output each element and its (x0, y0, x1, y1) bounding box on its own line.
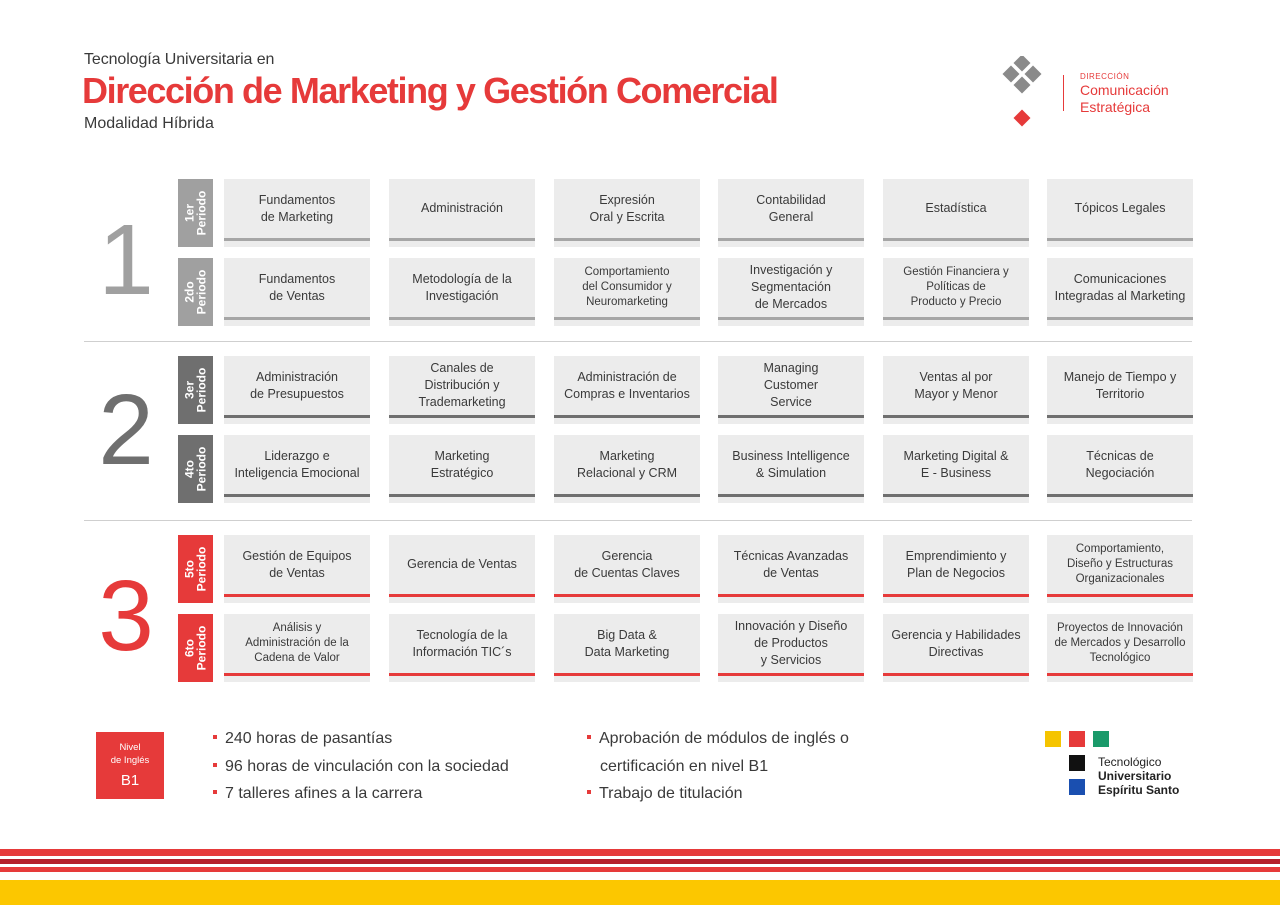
course-name: Liderazgo e Inteligencia Emocional (234, 448, 360, 480)
period-tab-4: 4to Periodo (178, 435, 213, 503)
course-underline (224, 415, 370, 418)
footer-stripe (0, 867, 1280, 872)
logo-department-name (1080, 82, 1169, 116)
requirement-item: Trabajo de titulación (587, 784, 743, 804)
course-underline (554, 494, 700, 497)
course-cell (718, 614, 864, 682)
program-modality: Modalidad Híbrida (84, 115, 214, 132)
requirement-item: 240 horas de pasantías (213, 729, 392, 749)
course-cell (1047, 258, 1193, 326)
course-underline (389, 594, 535, 597)
course-cell (554, 435, 700, 503)
course-cell (883, 614, 1029, 682)
course-underline (1047, 594, 1193, 597)
course-name: Gerencia y Habilidades Directivas (891, 627, 1021, 659)
requirement-item: 7 talleres afines a la carrera (213, 784, 422, 804)
course-cell (718, 258, 864, 326)
course-underline (718, 673, 864, 676)
program-pretitle: Tecnología Universitaria en (84, 51, 275, 68)
course-cell (718, 435, 864, 503)
requirement-item-continuation: certificación en nivel B1 (600, 758, 769, 775)
course-underline (389, 673, 535, 676)
logo-square-yellow-icon (1045, 731, 1061, 747)
institution-line-2: Universitario (1098, 769, 1172, 783)
course-name: Administración (421, 201, 503, 215)
institution-line-3: Espíritu Santo (1098, 783, 1180, 797)
course-name: Técnicas Avanzadas de Ventas (733, 548, 849, 580)
institution-line-1: Tecnológico (1098, 755, 1162, 769)
course-underline (554, 673, 700, 676)
course-name: Estadística (925, 201, 987, 215)
course-cell (389, 535, 535, 603)
course-underline (389, 494, 535, 497)
course-cell (224, 179, 370, 247)
course-cell (554, 614, 700, 682)
course-underline (718, 317, 864, 320)
course-cell (389, 258, 535, 326)
course-cell (1047, 614, 1193, 682)
year-2-number: 2 (98, 374, 154, 486)
period-tab-2: 2do Periodo (178, 258, 213, 326)
footer-stripe (0, 849, 1280, 856)
course-underline (224, 673, 370, 676)
course-name: Técnicas de Negociación (1085, 448, 1155, 480)
course-name: Comportamiento del Consumidor y Neuromarketing (582, 266, 672, 308)
course-underline (389, 415, 535, 418)
direccion-diamonds-logo-icon (998, 56, 1048, 132)
course-name: Gerencia de Ventas (407, 557, 517, 571)
course-name: Marketing Estratégico (430, 448, 494, 480)
course-cell (1047, 435, 1193, 503)
course-name: Marketing Digital & E - Business (903, 448, 1009, 480)
course-name: Gestión de Equipos de Ventas (242, 548, 352, 580)
course-cell (224, 356, 370, 424)
course-cell (224, 435, 370, 503)
course-underline (718, 415, 864, 418)
logo-square-red-icon (1069, 731, 1085, 747)
course-underline (554, 415, 700, 418)
course-name: Expresión Oral y Escrita (589, 192, 665, 224)
period-tab-6: 6to Periodo (178, 614, 213, 682)
course-underline (883, 317, 1029, 320)
program-title: Dirección de Marketing y Gestión Comercial (82, 70, 778, 111)
course-cell (389, 614, 535, 682)
course-cell (224, 258, 370, 326)
year-separator (84, 520, 1192, 521)
course-cell (1047, 535, 1193, 603)
year-separator (84, 341, 1192, 342)
course-cell (554, 258, 700, 326)
course-underline (883, 494, 1029, 497)
course-name: Gerencia de Cuentas Claves (574, 548, 680, 580)
course-cell (554, 356, 700, 424)
logo-line-2: Estratégica (1080, 99, 1151, 115)
course-cell (883, 179, 1029, 247)
course-cell (1047, 179, 1193, 247)
english-level-badge (96, 732, 164, 799)
course-cell (224, 535, 370, 603)
course-underline (224, 594, 370, 597)
course-cell (554, 179, 700, 247)
course-cell (883, 535, 1029, 603)
badge-line-1: Nivel (119, 742, 141, 753)
course-underline (554, 317, 700, 320)
logo-direccion-label: DIRECCIÓN (1080, 72, 1130, 81)
course-cell (389, 435, 535, 503)
course-underline (1047, 317, 1193, 320)
year-1-number: 1 (98, 204, 154, 316)
course-name: Contabilidad General (756, 192, 826, 224)
course-name: Big Data & Data Marketing (584, 627, 670, 659)
course-name: Innovación y Diseño de Productos y Servicios (734, 619, 848, 667)
course-name: Canales de Distribución y Trademarketing (418, 361, 506, 409)
course-underline (224, 238, 370, 241)
course-underline (389, 238, 535, 241)
course-underline (224, 317, 370, 320)
course-name: Metodología de la Investigación (412, 271, 512, 303)
course-name: Comportamiento, Diseño y Estructuras Organizacionales (1066, 543, 1174, 585)
badge-line-2: de Inglés (110, 755, 150, 766)
course-name: Comunicaciones Integradas al Marketing (1054, 271, 1186, 303)
course-cell (1047, 356, 1193, 424)
course-name: Análisis y Administración de la Cadena de Valor (245, 622, 349, 664)
course-cell (224, 614, 370, 682)
course-cell (883, 435, 1029, 503)
course-name: Tópicos Legales (1074, 201, 1166, 215)
course-name: Emprendimiento y Plan de Negocios (905, 548, 1007, 580)
institution-name (1098, 755, 1179, 797)
course-underline (224, 494, 370, 497)
requirement-item: 96 horas de vinculación con la sociedad (213, 757, 509, 777)
period-tab-1: 1er Periodo (178, 179, 213, 247)
course-cell (389, 356, 535, 424)
course-underline (883, 415, 1029, 418)
course-cell (389, 179, 535, 247)
course-underline (883, 673, 1029, 676)
course-name: Administración de Presupuestos (250, 369, 344, 401)
period-tab-5: 5to Periodo (178, 535, 213, 603)
course-name: Fundamentos de Marketing (258, 192, 336, 224)
logo-square-green-icon (1093, 731, 1109, 747)
course-underline (883, 594, 1029, 597)
badge-level: B1 (120, 772, 140, 789)
course-cell (718, 535, 864, 603)
course-underline (718, 494, 864, 497)
footer-stripe (0, 880, 1280, 905)
course-name: Tecnología de la Información TIC´s (412, 627, 512, 659)
course-underline (1047, 494, 1193, 497)
course-underline (883, 238, 1029, 241)
course-underline (554, 594, 700, 597)
course-name: Investigación y Segmentación de Mercados (749, 263, 833, 311)
footer-stripe (0, 859, 1280, 864)
course-cell (554, 535, 700, 603)
course-cell (883, 258, 1029, 326)
course-underline (718, 238, 864, 241)
logo-square-black-icon (1069, 755, 1085, 771)
course-underline (1047, 238, 1193, 241)
year-3-number: 3 (98, 560, 154, 672)
logo-square-blue-icon (1069, 779, 1085, 795)
course-name: Gestión Financiera y Políticas de Producto y Precio (903, 266, 1009, 308)
course-cell (718, 179, 864, 247)
course-name: Fundamentos de Ventas (258, 271, 336, 303)
course-underline (1047, 415, 1193, 418)
course-name: Ventas al por Mayor y Menor (914, 369, 998, 401)
course-underline (389, 317, 535, 320)
course-underline (554, 238, 700, 241)
course-name: Manejo de Tiempo y Territorio (1063, 369, 1177, 401)
requirement-item: Aprobación de módulos de inglés o (587, 729, 849, 749)
period-tab-3: 3er Periodo (178, 356, 213, 424)
course-underline (718, 594, 864, 597)
logo-divider (1063, 75, 1064, 111)
course-underline (1047, 673, 1193, 676)
course-name: Marketing Relacional y CRM (576, 448, 678, 480)
course-name: Business Intelligence & Simulation (732, 448, 850, 480)
logo-line-1: Comunicación (1080, 82, 1169, 98)
course-cell (718, 356, 864, 424)
course-cell (883, 356, 1029, 424)
course-name: Administración de Compras e Inventarios (564, 369, 690, 401)
course-name: Proyectos de Innovación de Mercados y Desarrollo Tecnológico (1054, 622, 1186, 664)
course-name: Managing Customer Service (763, 361, 819, 409)
